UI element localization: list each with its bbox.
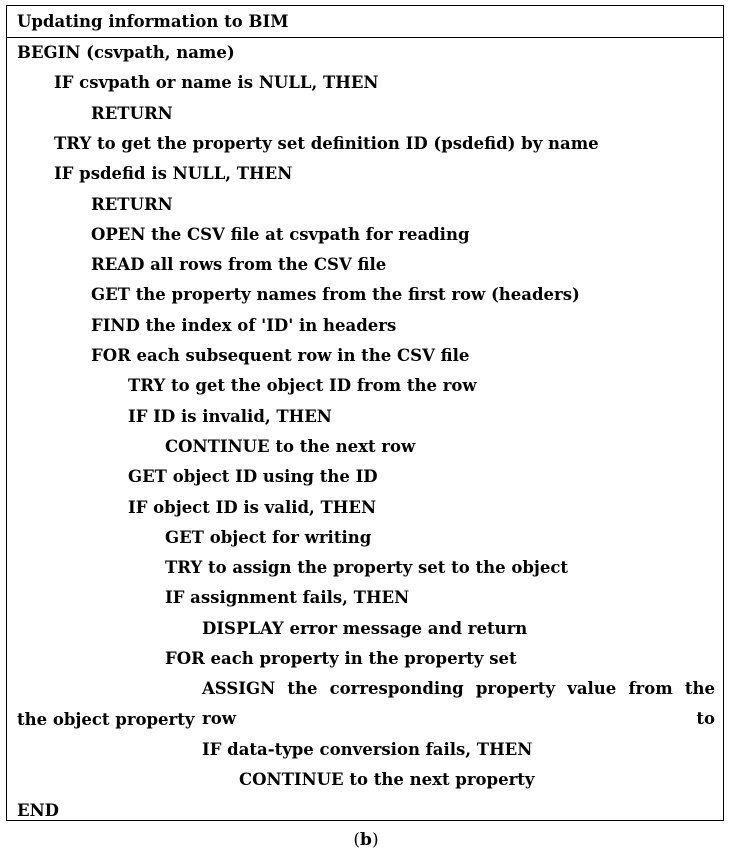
algorithm-line: TRY to assign the property set to the object: [165, 558, 569, 578]
algorithm-line: GET object ID using the ID: [128, 467, 378, 487]
algorithm-line: IF csvpath or name is NULL, THEN: [54, 73, 379, 93]
algorithm-line: DISPLAY error message and return: [202, 618, 528, 638]
caption-open: (: [353, 830, 361, 850]
algorithm-line: FOR each property in the property set: [165, 649, 517, 668]
algorithm-box: [6, 5, 724, 821]
algorithm-line: GET object for writing: [165, 527, 372, 547]
algorithm-line: BEGIN (csvpath, name): [17, 43, 235, 62]
algorithm-line: FIND the index of 'ID' in headers: [91, 315, 397, 335]
algorithm-line: GET the property names from the first row (headers): [91, 285, 580, 305]
algorithm-line: ASSIGN the corresponding property value from the row to: [202, 679, 715, 729]
algorithm-line: READ all rows from the CSV file: [91, 255, 387, 275]
algorithm-line: CONTINUE to the next row: [165, 436, 416, 456]
algorithm-line: OPEN the CSV file at csvpath for reading: [91, 224, 470, 244]
algorithm-line: the object property: [17, 709, 195, 729]
algorithm-line: FOR each subsequent row in the CSV file: [91, 346, 470, 365]
algorithm-line: RETURN: [91, 194, 173, 214]
algorithm-line: IF ID is invalid, THEN: [128, 406, 332, 426]
algorithm-line: RETURN: [91, 103, 173, 123]
algorithm-line: TRY to get the property set definition ID (psdefid) by name: [54, 133, 599, 153]
algorithm-line: END: [17, 800, 59, 820]
algorithm-line: TRY to get the object ID from the row: [128, 376, 477, 396]
algorithm-title: Updating information to BIM: [7, 6, 723, 38]
algorithm-line: CONTINUE to the next property: [239, 770, 535, 790]
algorithm-line: IF assignment fails, THEN: [165, 588, 410, 608]
caption-close: ): [371, 830, 379, 850]
algorithm-line: IF psdefid is NULL, THEN: [54, 164, 293, 184]
figure-caption: [0, 826, 732, 854]
algorithm-line: IF data-type conversion fails, THEN: [202, 739, 533, 759]
caption-label: b: [360, 830, 372, 850]
algorithm-line: IF object ID is valid, THEN: [128, 497, 377, 517]
